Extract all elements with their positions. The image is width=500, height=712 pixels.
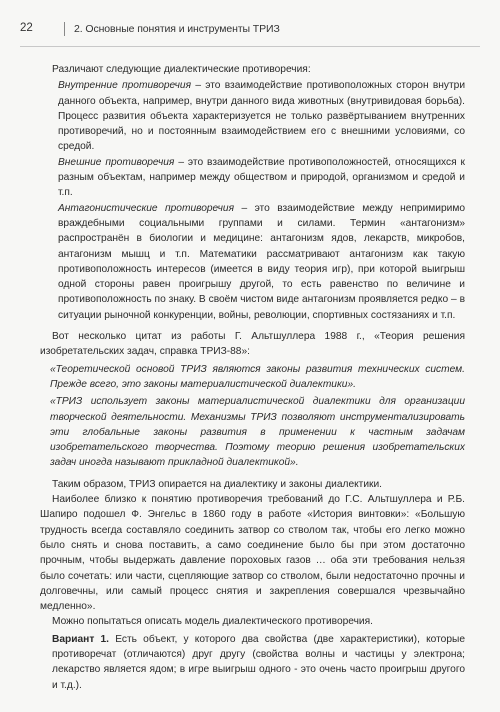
external-term: Внешние противоречия	[58, 156, 175, 168]
antagonistic-contradictions-paragraph	[58, 201, 465, 323]
model-paragraph: Можно попытаться описать модель диалектического противоречия.	[52, 616, 373, 628]
external-contradictions-paragraph	[58, 155, 465, 201]
header-rule	[20, 46, 480, 47]
quote-2	[50, 394, 465, 470]
thus-paragraph: Таким образом, ТРИЗ опирается на диалектику и законы диалектики.	[52, 478, 383, 490]
variant-1-text: Есть объект, у которого два свойства (две характеристики), которые противоречат (отличаются) друг другу (свойства волны и частицы у электрона; лекарство является ядом; в игре выигрыш одного - это очень часто проигрыш другого и т.д.).	[52, 633, 465, 691]
variant-1-paragraph	[52, 632, 465, 693]
quote-1-text: «Теоретической основой ТРИЗ являются законы развития технических систем. Прежде всего, это законы материалистической диалектики».	[50, 363, 465, 390]
page-number: 22	[20, 22, 33, 34]
external-text: – это взаимодействие противоположностей, относящихся к разным объектам, например между обществом и природой, организмом и средой и т.п.	[58, 156, 465, 199]
antagonistic-term: Антагонистические противоречия	[58, 202, 235, 214]
quote-1	[50, 362, 465, 393]
internal-text: – это взаимодействие противоположных сторон внутри данного объекта, например, внутри данного вида животных (внутривидовая борьба). Процесс развития объекта характеризуется не только развёртыванием внутренних противоречий, но и постоянным взаимодействием его с внешними условиями, со средой.	[58, 80, 466, 153]
chapter-title: 2. Основные понятия и инструменты ТРИЗ	[74, 23, 280, 35]
citations-intro-paragraph: Вот несколько цитат из работы Г. Альтшуллера 1988 г., «Теория решения изобретательских задач, справка ТРИЗ-88»:	[40, 331, 465, 358]
variant-1-label: Вариант 1.	[52, 633, 110, 645]
page-body	[40, 62, 465, 693]
header-divider	[64, 22, 65, 36]
internal-term: Внутренние противоречия	[58, 80, 192, 92]
quote-2-text: «ТРИЗ использует законы материалистической диалектики для организации творческой деятельности. Механизмы ТРИЗ позволяют инструментализировать эти глобальные законы развития в применении к частным задачам изобретательского творчества. Поэтому теорию решения изобретательских задач иногда называют прикладной диалектикой».	[50, 396, 465, 469]
running-header	[20, 22, 480, 38]
antagonistic-text: – это взаимодействие между непримиримо враждебными социальными группами и силами. Термин «антагонизм» распространён в биологии и медицине: антагонизм ядов, лекарств, микробов, антагонизм мышц и т.п. Математики рассматривают антагонизм как такую противоположность интересов (имеется в виду теория игр), при которой выигрыш одной стороны равен проигрышу другой, то есть равенство по величине и противоположность по знаку. В своём чистом виде антагонизм проявляется редко – в ситуации рыночной конкуренции, войны, революции, спортивных состязаниях и т.п.	[58, 202, 465, 321]
internal-contradictions-paragraph	[58, 78, 465, 154]
engels-paragraph: Наиболее близко к понятию противоречия требований до Г.С. Альтшуллера и Р.Б. Шапиро подошел Ф. Энгельс в 1860 году в работе «История винтовки»: «Большую трудность всегда составляло соединить затвор со стволом так, чтобы его легко можно было снять и снова поставить, а само соединение было бы при этом достаточно прочным, чтобы выдержать давление пороховых газов … оба эти требования нельзя было сочетать: или части, сцепляющие затвор со стволом, были недостаточно прочны и долговечны, или самый процесс снятия и закрепления совершался чрезвычайно медленно».	[40, 494, 465, 613]
intro-paragraph: Различают следующие диалектические противоречия:	[52, 64, 311, 75]
